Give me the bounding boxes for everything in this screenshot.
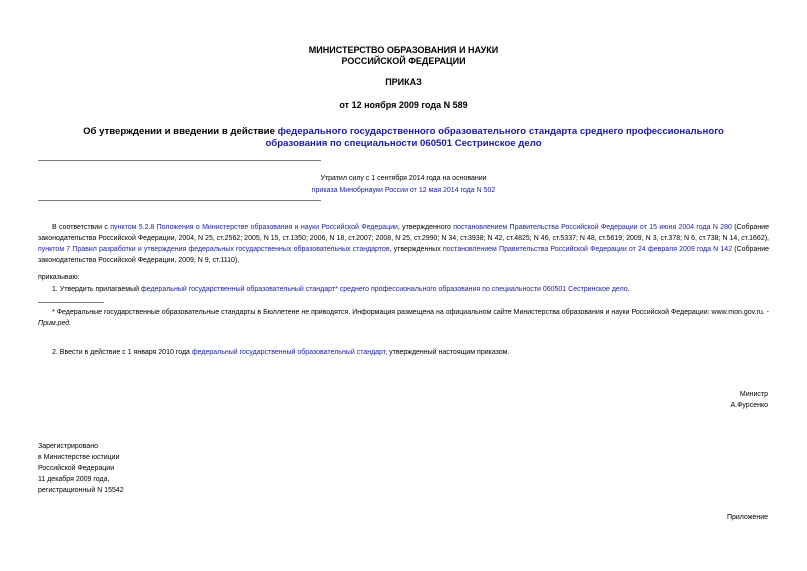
editor-note: Прим.ред. [38, 320, 72, 327]
standard-approval-link[interactable]: федеральный государственный образовательный стандарт* среднего профессионального образования по специальности 060501 Сестринское дело [140, 286, 628, 293]
signature-block [568, 389, 768, 411]
title-standard-link[interactable]: федерального государственного образовательного стандарта среднего профессионального образования по специальности 060501 Сестринское дело [265, 126, 724, 149]
registration-line2: в Министерстве юстиции [38, 454, 120, 461]
order-item-1 [38, 284, 769, 295]
item2-text-1: 2. Ввести в действие с 1 января 2010 года [52, 349, 192, 356]
preamble-text-2: , утвержденного [397, 224, 454, 231]
footnote-divider [38, 302, 104, 303]
registration-block [38, 441, 238, 496]
title-prefix: Об утверждении и введении в действие [83, 126, 278, 137]
preamble-text-4: , утвержденных [389, 246, 443, 253]
status-note [0, 174, 807, 196]
rules-point-7-link[interactable]: пунктом 7 Правил разработки и утверждения федеральных государственных образовательных стандартов [38, 246, 390, 253]
divider-bottom [38, 200, 321, 201]
standard-link[interactable]: федеральный государственный образовательный стандарт [191, 349, 386, 356]
registration-line3: Российской Федерации [38, 465, 115, 472]
appendix-label: Приложение [726, 514, 768, 521]
registration-line4: 11 декабря 2009 года, [38, 476, 110, 483]
registration-line1: Зарегистрировано [38, 443, 98, 450]
government-decree-280-link[interactable]: постановлением Правительства Российской Федерации от 15 июня 2004 года N 280 [453, 224, 732, 231]
document-title [60, 126, 747, 150]
footnote [38, 307, 769, 329]
item1-text-2: . [627, 286, 630, 293]
preamble-text-1: В соответствии с [52, 224, 111, 231]
ministry-name-line2: РОССИЙСКОЙ ФЕДЕРАЦИИ [341, 56, 466, 66]
ministry-name-line1: МИНИСТЕРСТВО ОБРАЗОВАНИЯ И НАУКИ [308, 45, 499, 55]
registration-line5: регистрационный N 15542 [38, 487, 124, 494]
signer-name: А.Фурсенко [730, 402, 768, 409]
preamble-text-3: (Собрание законодательства Российской Федерации, 2004, N 25, ст.2562; 2005, N 15, ст.1350; 2006, N 18, ст.2007; 2008, N 25, ст.2990; N 34, ст.3938; N 42, ст.4825; N 46, ст.5337; N 48, ст.5619; 2009, N 3, ст.378; N 6, ст.738; N 14, ст.1662), [38, 224, 769, 242]
government-decree-142-link[interactable]: постановлением Правительства Российской Федерации от 24 февраля 2009 года N 142 [442, 246, 733, 253]
preamble-text-5: (Собрание законодательства Российской Федерации, 2009, N 9, ст.1110), [38, 246, 770, 264]
item2-text-2: , утвержденный настоящим приказом. [385, 349, 510, 356]
signer-position: Министр [739, 391, 768, 398]
footnote-text: * Федеральные государственные образовательные стандарты в Бюллетене не приводятся. Информация размещена на официальном сайте Министерства образования и науки Российской Федерации: www.mon.gov.ru. - [52, 309, 769, 316]
order-word: приказываю: [38, 274, 80, 281]
order-item-2 [38, 347, 769, 358]
document-date: от 12 ноября 2009 года N 589 [339, 100, 468, 110]
document-type: ПРИКАЗ [385, 77, 422, 87]
regulation-point-link[interactable]: пунктом 5.2.8 Положения о Министерстве образования и науки Российской Федерации [110, 224, 398, 231]
divider-top [38, 160, 321, 161]
item1-text-1: 1. Утвердить прилагаемый [52, 286, 141, 293]
preamble-paragraph [38, 222, 769, 266]
status-note-line1: Утратил силу с 1 сентября 2014 года на основании [320, 175, 487, 182]
status-note-order-link[interactable]: приказа Минобрнауки России от 12 мая 2014 года N 502 [311, 187, 496, 194]
document-header [0, 45, 807, 111]
